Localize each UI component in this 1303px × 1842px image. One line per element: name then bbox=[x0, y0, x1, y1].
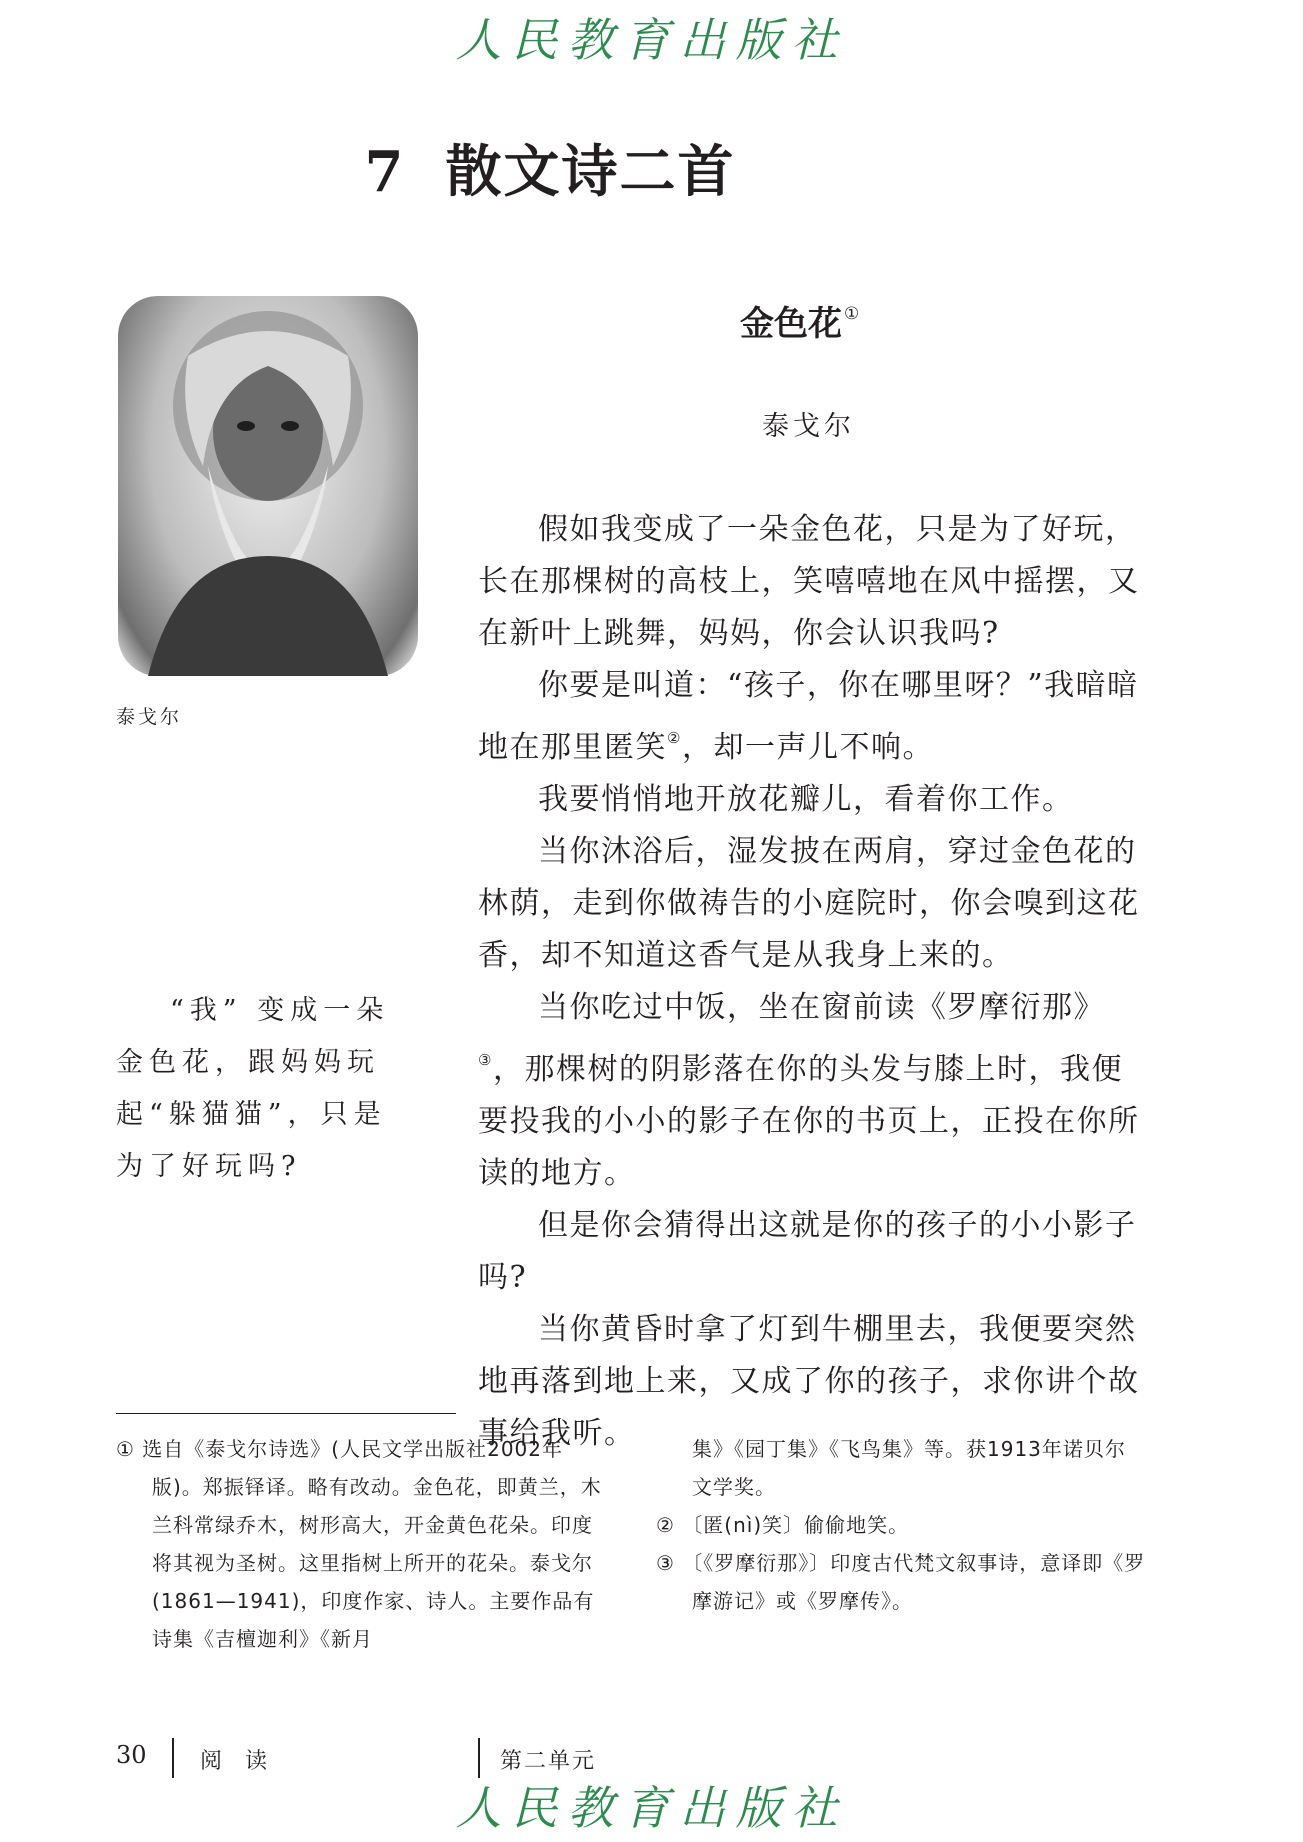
paragraph: 假如我变成了一朵金色花，只是为了好玩，长在那棵树的高枝上，笑嘻嘻地在风中摇摆，又在新叶上跳舞，妈妈，你会认识我吗? bbox=[478, 512, 1140, 651]
poem-title bbox=[740, 296, 859, 345]
paragraph-text: ， bbox=[492, 1052, 525, 1087]
footnote-divider bbox=[116, 1413, 456, 1414]
paragraph-text: 当你吃过中饭，坐在窗前读《罗摩衍那》 bbox=[538, 990, 1105, 1025]
footnote-text: 选自《泰戈尔诗选》(人民文学出版社2002年版)。郑振铎译。略有改动。金色花，即黄兰，木兰科常绿乔木，树形高大，开金黄色花朵。印度将其视为圣树。这里指树上所开的花朵。泰戈尔(1861—1941)，印度作家、诗人。主要作品有诗集《吉檀迦利》《新月 bbox=[142, 1437, 602, 1651]
footnote-ref-1: ① bbox=[844, 304, 860, 324]
footnote-mark: ② bbox=[656, 1513, 675, 1537]
footer-unit: 第二单元 bbox=[500, 1749, 597, 1774]
footnote-ref-2: ② bbox=[667, 729, 682, 747]
paragraph-text: 你要是叫道：“孩子，你在哪里呀？”我暗暗地在那里匿笑 bbox=[478, 668, 1139, 765]
footnote-mark: ① bbox=[116, 1437, 135, 1461]
footer-section: 阅 读 bbox=[200, 1749, 275, 1774]
paragraph: 但是你会猜得出这就是你的孩子的小小影子吗? bbox=[478, 1208, 1137, 1295]
footnote-1-continued: 集》《园丁集》《飞鸟集》等。获1913年诺贝尔文学奖。 bbox=[692, 1437, 1126, 1499]
lesson-number: 7 bbox=[364, 139, 406, 205]
portrait-caption: 泰戈尔 bbox=[116, 706, 183, 728]
poem-author: 泰戈尔 bbox=[762, 411, 855, 442]
page-number: 30 bbox=[116, 1741, 147, 1769]
poem-title-text: 金色花 bbox=[740, 304, 842, 344]
publisher-logo-top: 人民教育出版社 bbox=[455, 13, 848, 67]
paragraph bbox=[478, 982, 1148, 1200]
footnote-3 bbox=[656, 1544, 1146, 1620]
paragraph: 当你沐浴后，湿发披在两肩，穿过金色花的林荫，走到你做祷告的小庭院时，你会嗅到这花香，却不知道这香气是从我身上来的。 bbox=[478, 834, 1140, 973]
paragraph-text: ，却一声儿不响。 bbox=[681, 730, 934, 765]
author-portrait bbox=[118, 296, 418, 676]
footnotes-right bbox=[656, 1430, 1146, 1620]
footnote-1 bbox=[116, 1430, 606, 1658]
footnote-mark: ③ bbox=[656, 1551, 675, 1575]
poem-body bbox=[478, 504, 1148, 1460]
side-note bbox=[116, 985, 401, 1193]
footnote-text: 〔《罗摩衍那》〕印度古代梵文叙事诗，意译即《罗摩游记》或《罗摩传》。 bbox=[682, 1551, 1146, 1613]
lesson-title bbox=[300, 128, 800, 208]
paragraph bbox=[478, 660, 1148, 774]
portrait-illustration bbox=[118, 296, 418, 676]
footnote-2 bbox=[656, 1506, 1146, 1544]
footnote-ref-3: ③ bbox=[478, 1051, 493, 1069]
footnote-text: 〔匿(nì)笑〕偷偷地笑。 bbox=[682, 1513, 910, 1537]
publisher-logo-bottom: 人民教育出版社 bbox=[455, 1781, 848, 1835]
side-note-text: “我” 变成一朵金色花，跟妈妈玩起“躲猫猫”，只是为了好玩吗? bbox=[116, 995, 390, 1182]
footnotes-left bbox=[116, 1430, 606, 1658]
paragraph: 我要悄悄地开放花瓣儿，看着你工作。 bbox=[538, 782, 1074, 817]
paragraph: 当你黄昏时拿了灯到牛棚里去，我便要突然地再落到地上来，又成了你的孩子，求你讲个故事给我听。 bbox=[478, 1312, 1140, 1451]
paragraph-text: 那棵树的阴影落在你的头发与膝上时，我便要投我的小小的影子在你的书页上，正投在你所读的地方。 bbox=[478, 1052, 1140, 1191]
lesson-title-text: 散文诗二首 bbox=[445, 139, 736, 205]
